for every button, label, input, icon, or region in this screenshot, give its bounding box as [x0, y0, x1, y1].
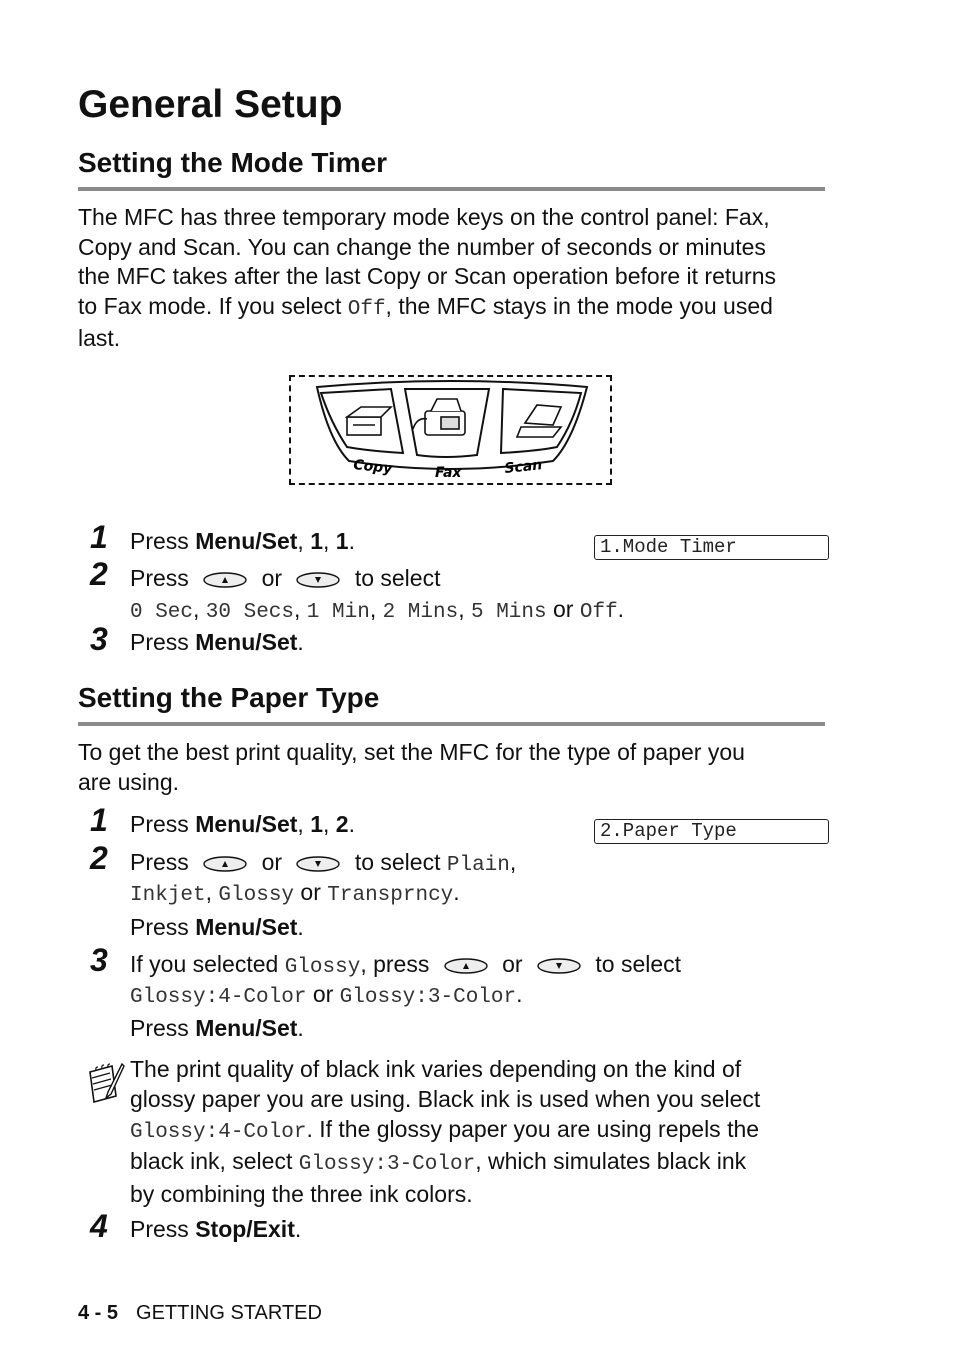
glossy-options: Glossy:4-Color or Glossy:3-Color.	[130, 981, 523, 1009]
section-heading-mode-timer: Setting the Mode Timer	[78, 147, 388, 178]
control-panel-keys-illustration	[291, 377, 610, 483]
step-text: Press Stop/Exit.	[130, 1216, 302, 1242]
step-text: If you selected Glossy, press or to select	[130, 951, 682, 979]
up-arrow-key-icon	[203, 856, 247, 872]
mode-keys-figure	[289, 375, 612, 485]
glossy-note: The print quality of black ink varies depending on the kind of glossy paper you are using. Black ink is used when you select Glossy:4-Color. If the glossy paper you are using repels the black ink, select Glossy:3-Color, which simulates black ink by combining the three ink colors.	[130, 1056, 761, 1208]
section-rule	[78, 722, 825, 726]
section-rule	[78, 187, 825, 191]
step-text: Press or to select	[130, 565, 441, 591]
step-text: Press or to select Plain,	[130, 849, 517, 877]
page-footer	[78, 1302, 322, 1325]
paper-type-intro: To get the best print quality, set the MFC for the type of paper you are using.	[78, 739, 745, 795]
down-arrow-key-icon	[296, 572, 340, 588]
step-number: 3	[90, 942, 108, 978]
step-text: Press Menu/Set.	[130, 1015, 304, 1041]
step-text: Press Menu/Set, 1, 1.	[130, 528, 355, 554]
step-text: Press Menu/Set.	[130, 914, 304, 940]
down-arrow-key-icon	[537, 958, 581, 974]
lcd-display: 2.Paper Type	[594, 819, 829, 844]
step-text: Press Menu/Set.	[130, 629, 304, 655]
note-pad-icon	[86, 1062, 126, 1104]
step-number: 1	[90, 802, 108, 838]
up-arrow-key-icon	[203, 572, 247, 588]
up-arrow-key-icon	[444, 958, 488, 974]
page-number: 4 - 5	[78, 1302, 119, 1324]
step-number: 2	[90, 840, 108, 876]
lcd-display: 1.Mode Timer	[594, 535, 829, 560]
down-arrow-key-icon	[296, 856, 340, 872]
step-number: 1	[90, 519, 108, 555]
chapter-name: GETTING STARTED	[136, 1302, 322, 1324]
scan-key-label: Scan	[503, 457, 544, 477]
mode-timer-intro: The MFC has three temporary mode keys on the control panel: Fax, Copy and Scan. You can change the number of seconds or minutes the MFC takes after the last Copy or Scan operation before it returns to Fax mode. If you select Off, the MFC stays in the mode you used last.	[78, 204, 777, 352]
fax-key-label: Fax	[435, 465, 462, 481]
step-number: 3	[90, 621, 108, 657]
paper-type-options: Inkjet, Glossy or Transprncy.	[130, 879, 460, 907]
page-title: General Setup	[78, 83, 343, 126]
step-text: Press Menu/Set, 1, 2.	[130, 811, 355, 837]
section-heading-paper-type: Setting the Paper Type	[78, 682, 380, 713]
step-number: 4	[90, 1208, 108, 1244]
mode-timer-options: 0 Sec, 30 Secs, 1 Min, 2 Mins, 5 Mins or Off.	[130, 596, 625, 624]
copy-key-label: Copy	[352, 457, 394, 478]
step-number: 2	[90, 556, 108, 592]
